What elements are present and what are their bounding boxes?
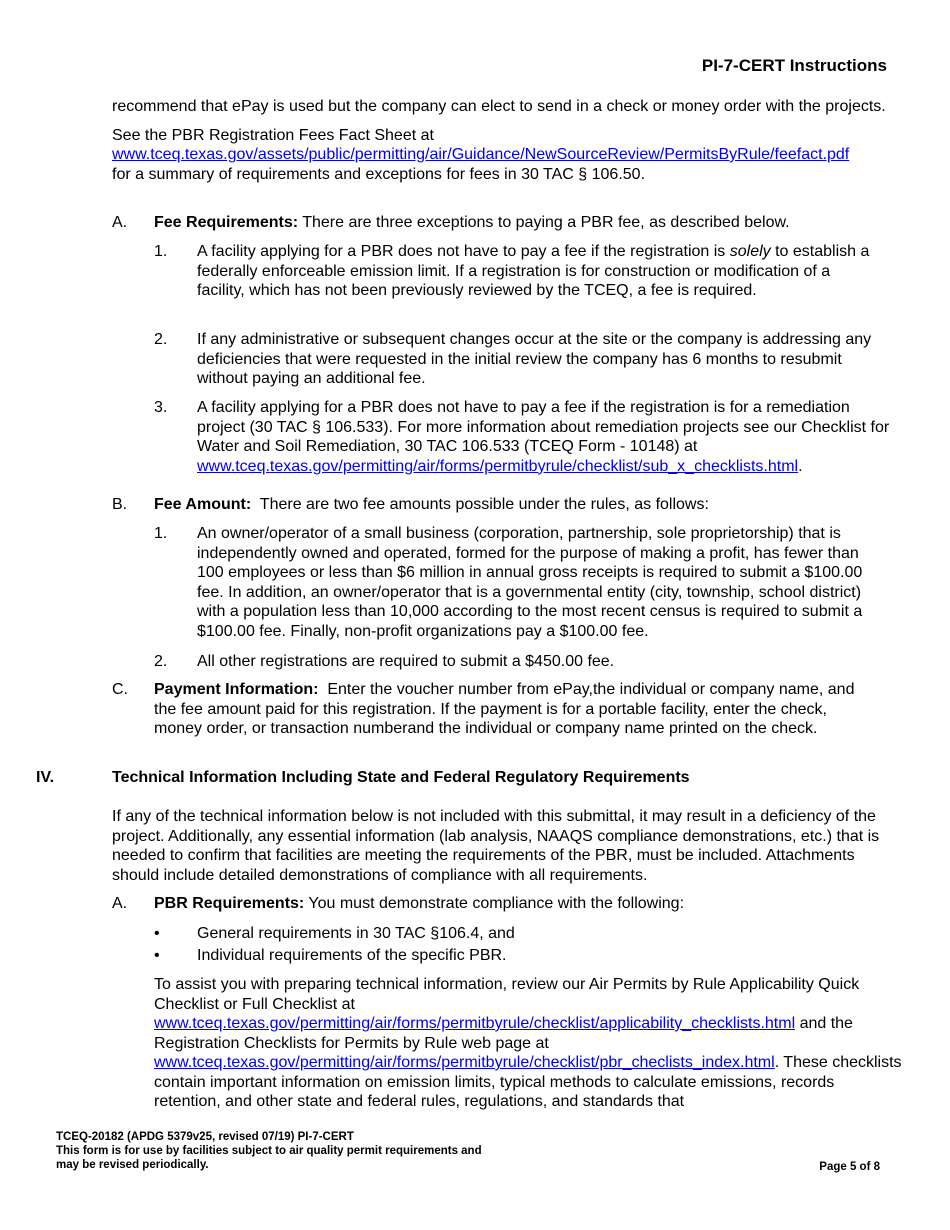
fee-req-item-3-period: . [798,457,803,475]
fact-sheet-paragraph [112,126,902,185]
section-paragraph: If any of the technical information below is not included with this submittal, it may result in a deficiency of the project. Additionally, any essential information (lab analysis, NAAQS compliance demonstrations, etc.) that is needed to confirm that facilities are meeting the requirements of the PBR, must be included. Attachments should include detailed demonstrations of compliance with all requirements. [112,808,880,884]
pbr-assist-end: . These checklists contain important information on emission limits, typical methods to calculate emissions, records retention, and other state and federal rules, regulations, and standards that [154,1054,902,1110]
fee-amount-text: There are two fee amounts possible under the rules, as follows: [251,496,709,513]
fact-sheet-text: See the PBR Registration Fees Fact Sheet at [112,126,434,144]
footer-form-info [56,1130,482,1172]
fee-req-item-1-emphasis: solely [729,243,771,260]
fee-req-item-1-text-end: to establish a federally enforceable emission limit. If a registration is for construction or modification of a facility, which has not been previously reviewed by the TCEQ, a fee is required. [197,243,870,299]
pbr-assist-mid: and the Registration Checklists for Permits by Rule web page at [154,1015,853,1052]
fact-sheet-summary: for a summary of requirements and exceptions for fees in 30 TAC § 106.50. [112,165,646,183]
pbr-letter: A. [112,895,128,912]
fee-amount-item-1: An owner/operator of a small business (corporation, partnership, sole proprietorship) that is independently owned and operated, formed for the purpose of making a profit, has fewer than 100 employees or less than $6 million in annual gross receipts is required to submit a $100.00 fee. In addition, an owner/operator that is a governmental entity (city, township, school district) with a population less than 10,000 according to the most recent census is required to submit a $100.00 fee. Finally, non-profit organizations pay a $100.00 fee. [197,525,863,640]
fee-req-text: There are three exceptions to paying a PBR fee, as described below. [298,214,790,231]
fee-req-title: Fee Requirements: [154,214,299,231]
fee-amount-item-num: 2. [154,653,168,670]
fee-amount-item-num: 1. [154,525,168,542]
pbr-requirements-heading [154,894,904,914]
fee-req-item-1-text: A facility applying for a PBR does not have to pay a fee if the registration is [197,243,730,260]
fee-amount-letter: B. [112,496,128,513]
pbr-title: PBR Requirements: [154,895,305,912]
payment-text: Enter the voucher number from ePay,the individual or company name, and the fee amount paid for this registration. If the payment is for a portable facility, enter the check, money order, or transaction numberand the individual or company name printed on the check. [154,681,859,737]
fee-amount-heading [154,495,904,515]
intro-block [112,97,902,184]
fee-req-item-3 [197,398,902,476]
intro-paragraph: recommend that ePay is used but the company can elect to send in a check or money order with the projects. [112,98,886,115]
section-title: Technical Information Including State and Federal Regulatory Requirements [112,769,690,786]
fee-amount-item-2: All other registrations are required to submit a $450.00 fee. [197,653,615,670]
pbr-bullet-item: General requirements in 30 TAC §106.4, and [197,925,515,942]
pbr-bullet-item: Individual requirements of the specific PBR. [197,947,507,964]
section-number: IV. [36,769,55,786]
pbr-assist-text: To assist you with preparing technical information, review our Air Permits by Rule Applicability Quick Checklist or Full Checklist at [154,976,860,1013]
fee-req-item-num: 2. [154,331,168,348]
bullet-icon: • [154,925,160,942]
remediation-checklist-link[interactable]: www.tceq.texas.gov/permitting/air/forms/permitbyrule/checklist/sub_x_checklists.html [197,457,799,475]
fee-req-item-1 [197,242,877,301]
fee-requirements-heading [154,213,904,233]
page-header-title: PI-7-CERT Instructions [701,56,887,75]
bullet-icon: • [154,947,160,964]
fee-req-item-3-text: A facility applying for a PBR does not have to pay a fee if the registration is for a remediation project (30 TAC § 106.533). For more information about remediation projects see our Checklist for Water and Soil Remediation, 30 TAC 106.533 (TCEQ Form - 10148) at [197,399,890,455]
pbr-checklists-index-link[interactable]: www.tceq.texas.gov/permitting/air/forms/permitbyrule/checklist/pbr_checlists_index.html [154,1054,775,1071]
fee-req-item-num: 3. [154,399,168,416]
fee-req-item-num: 1. [154,243,168,260]
payment-letter: C. [112,681,128,698]
pbr-assist-paragraph [154,975,904,1112]
applicability-checklists-link[interactable]: www.tceq.texas.gov/permitting/air/forms/permitbyrule/checklist/applicability_checklists.html [154,1015,796,1032]
footer-usage-note: This form is for use by facilities subject to air quality permit requirements and [56,1145,482,1157]
footer-form-id: TCEQ-20182 (APDG 5379v25, revised 07/19) PI-7-CERT [56,1131,354,1143]
fee-fact-sheet-link[interactable]: www.tceq.texas.gov/assets/public/permitting/air/Guidance/NewSourceReview/PermitsByRule/feefact.pdf [112,146,850,163]
fee-req-letter: A. [112,214,128,231]
fee-amount-title: Fee Amount: [154,496,252,513]
footer-revision-note: may be revised periodically. [56,1159,209,1171]
payment-information [154,680,879,739]
payment-title: Payment Information: [154,681,319,698]
page-number: Page 5 of 8 [819,1161,880,1173]
pbr-text: You must demonstrate compliance with the following: [304,895,685,912]
fee-req-item-2: If any administrative or subsequent changes occur at the site or the company is addressing any deficiencies that were requested in the initial review the company has 6 months to resubmit without paying an additional fee. [197,331,872,387]
